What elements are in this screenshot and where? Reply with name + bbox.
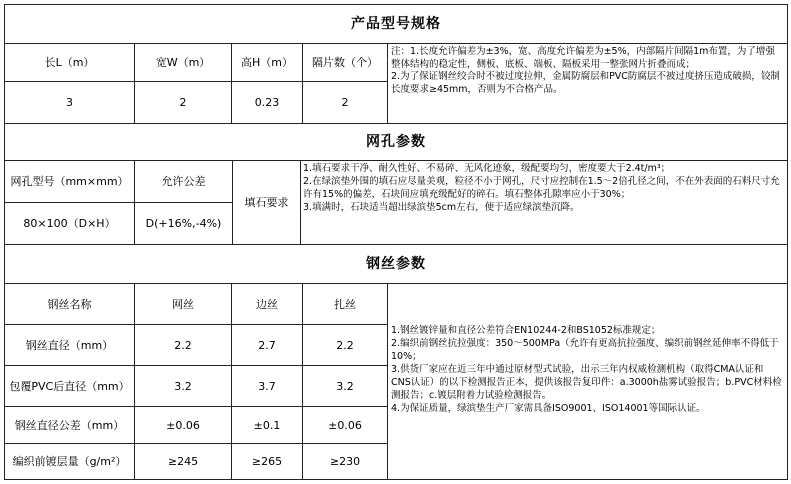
table-cell: ±0.06 xyxy=(166,418,200,432)
header-height: 高H（m） xyxy=(241,56,293,69)
table-cell: ±0.06 xyxy=(328,418,362,432)
row-label-pvc-diameter: 包覆PVC后直径（mm） xyxy=(9,379,130,393)
spec-notes xyxy=(391,46,783,96)
wire-note: 1.钢丝镀锌量和直径公差符合EN10244-2和BS1052标准规定； xyxy=(391,325,661,336)
header-tie-wire: 扎丝 xyxy=(334,297,356,311)
stone-note: 1.填石要求干净、耐久性好、不易碎、无风化迹象，级配要均匀，密度要大于2.4t/m³； xyxy=(303,163,671,174)
value-height: 0.23 xyxy=(254,96,280,109)
section-title-wire: 钢丝参数 xyxy=(366,255,426,272)
wire-note: 4.为保证质量，绿滨垫生产厂家需具备ISO9001、ISO14001等国际认证。 xyxy=(391,403,706,414)
header-wire-name: 钢丝名称 xyxy=(47,297,92,311)
row-label-diameter-tolerance: 钢丝直径公差（mm） xyxy=(14,418,125,432)
grid-line xyxy=(300,160,301,244)
table-cell: ≥230 xyxy=(329,455,361,468)
stone-note: 2.在绿滨垫外围的填石应尽量美观，粒径不小于网孔，尺寸应控制在1.5～2倍孔径之间，不在外表面的石料尺寸允许有15%的偏差，石块间应填充级配好的碎石。填石整体孔隙率应小于30%； xyxy=(303,176,780,200)
wire-note: 3.供货厂家应在近三年中通过原材型式试验，出示三年内权威检测机构（取得CMA认证和CNS认证）的以下检测报告正本，提供该报告复印件：a.3000h盐雾试验报告；b.PVC材料检测报告；c.镀层附着力试验检测报告。 xyxy=(391,364,782,401)
grid-line xyxy=(787,4,788,480)
wire-notes xyxy=(391,324,783,415)
table-cell: ±0.1 xyxy=(253,418,281,432)
table-cell: ≥265 xyxy=(251,455,283,468)
value-divider-count: 2 xyxy=(341,96,349,109)
value-width: 2 xyxy=(179,96,187,109)
table-cell: ≥245 xyxy=(167,455,199,468)
value-tolerance: D(+16%,-4%) xyxy=(145,217,222,230)
table-cell: 2.2 xyxy=(174,338,192,352)
wire-note: 2.编织前钢丝抗拉强度：350～500MPa（允许有更高抗拉强度、编织前钢丝延伸率不得低于10%； xyxy=(391,338,779,362)
header-width: 宽W（m） xyxy=(155,56,211,69)
section-title-product-spec: 产品型号规格 xyxy=(351,15,441,32)
row-label-coating-weight: 编织前镀层量（g/m²） xyxy=(12,455,127,468)
table-cell: 3.2 xyxy=(174,379,192,393)
header-length: 长L（m） xyxy=(44,56,95,69)
value-length: 3 xyxy=(66,96,73,109)
grid-line xyxy=(387,43,388,123)
spec-note: 注：1.长度允许偏差为±3%，宽、高度允许偏差为±5%，内部隔片间隔1m布置，为了增强整体结构的稳定性，侧板、底板、端板、隔板采用一整张网片折叠而成； xyxy=(391,46,775,70)
stone-fill-notes xyxy=(303,162,785,214)
header-divider-count: 隔片数（个） xyxy=(312,56,378,69)
table-cell: 3.7 xyxy=(258,379,276,393)
header-tolerance: 允许公差 xyxy=(161,175,206,188)
header-edge-wire: 边丝 xyxy=(256,297,278,311)
table-cell: 2.7 xyxy=(258,338,276,352)
stone-fill-label: 填石要求 xyxy=(244,196,289,209)
header-mesh-type: 网孔型号（mm×mm） xyxy=(10,175,129,188)
spec-note: 2.为了保证钢丝绞合时不被过度拉伸，金属防腐层和PVC防腐层不被过度挤压造成破损，铰制长度要求≥45mm，否则为不合格产品。 xyxy=(391,71,780,95)
section-title-mesh: 网孔参数 xyxy=(366,133,426,150)
value-mesh-type: 80×100（D×H） xyxy=(23,217,116,230)
table-cell: 2.2 xyxy=(336,338,354,352)
grid-line xyxy=(4,479,787,480)
table-cell: 3.2 xyxy=(336,379,354,393)
row-label-wire-diameter: 钢丝直径（mm） xyxy=(25,338,114,352)
grid-line xyxy=(387,283,388,479)
stone-note: 3.填满时，石块适当超出绿滨垫5cm左右，便于适应绿滨垫沉降。 xyxy=(303,202,580,213)
header-mesh-wire: 网丝 xyxy=(172,297,194,311)
